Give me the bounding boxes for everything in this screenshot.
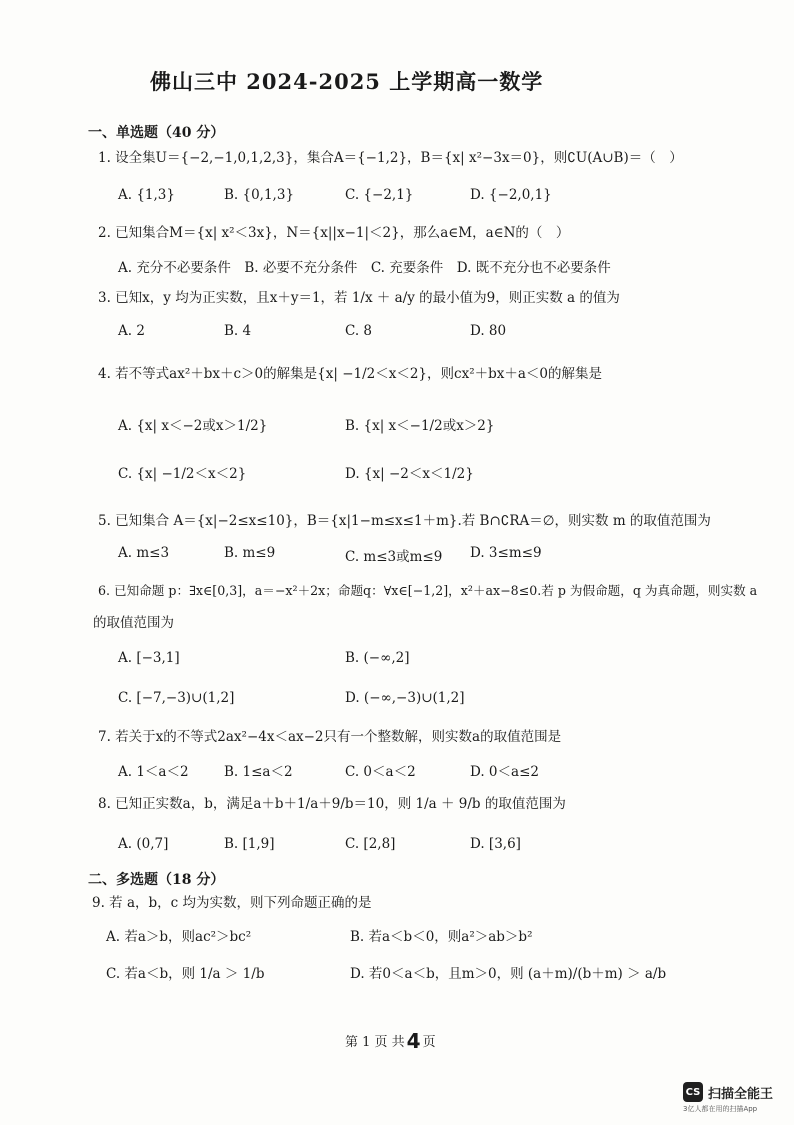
question-4-option-b: B. {x| x＜−1/2或x＞2}	[345, 418, 495, 434]
section-heading-multiple-choice: 二、多选题（18 分）	[88, 872, 225, 888]
question-9-option-a: A. 若a＞b，则ac²＞bc²	[106, 929, 252, 945]
footer-prefix: 第 1 页 共	[345, 1035, 405, 1050]
question-3-option-b: B. 4	[224, 323, 252, 339]
question-4-options-row-1	[0, 414, 794, 436]
question-3-option-a: A. 2	[118, 323, 145, 339]
question-2-option-line: A. 充分不必要条件 B. 必要不充分条件 C. 充要条件 D. 既不充分也不必要条件	[118, 260, 611, 276]
question-4-option-c: C. {x| −1/2＜x＜2}	[118, 466, 247, 482]
question-1-option-a: A. {1,3}	[118, 187, 175, 203]
watermark-tagline: 3亿人都在用的扫描App	[683, 1105, 758, 1113]
question-7-option-b: B. 1≤a＜2	[224, 764, 293, 780]
question-9-option-c: C. 若a＜b，则 1/a ＞ 1/b	[106, 966, 265, 982]
question-4-options-row-2	[0, 462, 794, 484]
question-7-option-d: D. 0＜a≤2	[470, 764, 539, 780]
question-9-options-row-2	[0, 962, 794, 984]
question-6-stem-continued: 的取值范围为	[93, 615, 174, 631]
page-footer	[345, 1027, 436, 1051]
question-1-option-c: C. {−2,1}	[345, 187, 414, 203]
question-7-option-a: A. 1＜a＜2	[118, 764, 189, 780]
question-5-option-a: A. m≤3	[118, 545, 170, 561]
question-7-stem: 7. 若关于x的不等式2ax²−4x＜ax−2只有一个整数解，则实数a的取值范围是	[98, 729, 562, 745]
question-6-option-b: B. (−∞,2]	[345, 650, 410, 666]
question-9-option-d: D. 若0＜a＜b，且m＞0，则 (a＋m)/(b＋m) ＞ a/b	[350, 966, 667, 982]
question-1-option-b: B. {0,1,3}	[224, 187, 295, 203]
question-5-options	[0, 545, 794, 567]
question-8-options	[0, 836, 794, 858]
footer-total-pages: 4	[406, 1029, 421, 1053]
question-2-options	[0, 256, 794, 278]
question-9-option-b: B. 若a＜b＜0，则a²＞ab＞b²	[350, 929, 533, 945]
watermark-app-name: 扫描全能王	[708, 1086, 774, 1102]
question-4-option-d: D. {x| −2＜x＜1/2}	[345, 466, 474, 482]
question-9-stem: 9. 若 a，b，c 均为实数，则下列命题正确的是	[92, 895, 372, 911]
question-5-option-b: B. m≤9	[224, 545, 276, 561]
question-5-option-c: C. m≤3或m≤9	[345, 549, 443, 565]
question-8-option-a: A. (0,7]	[118, 836, 169, 852]
footer-suffix: 页	[422, 1035, 436, 1050]
question-9-options-row-1	[0, 925, 794, 947]
question-7-options	[0, 760, 794, 782]
scanner-watermark	[683, 1082, 773, 1102]
question-3-option-d: D. 80	[470, 323, 507, 339]
question-3-options	[0, 323, 794, 345]
camscanner-logo-icon: CS	[683, 1082, 703, 1102]
question-1-option-d: D. {−2,0,1}	[470, 187, 552, 203]
question-6-option-a: A. [−3,1]	[118, 650, 180, 666]
section-heading-single-choice: 一、单选题（40 分）	[88, 125, 225, 141]
question-3-stem: 3. 已知x，y 均为正实数，且x＋y＝1，若 1/x ＋ a/y 的最小值为9，则正实数 a 的值为	[98, 290, 620, 306]
question-8-option-c: C. [2,8]	[345, 836, 396, 852]
question-6-option-c: C. [−7,−3)∪(1,2]	[118, 690, 235, 706]
question-1-options	[0, 187, 794, 209]
question-6-option-d: D. (−∞,−3)∪(1,2]	[345, 690, 465, 706]
question-6-options-row-2	[0, 690, 794, 712]
question-5-stem: 5. 已知集合 A＝{x|−2≤x≤10}，B＝{x|1−m≤x≤1＋m}.若 B∩∁RA＝∅，则实数 m 的取值范围为	[98, 513, 711, 529]
question-4-option-a: A. {x| x＜−2或x＞1/2}	[118, 418, 268, 434]
question-4-stem: 4. 若不等式ax²＋bx＋c＞0的解集是{x| −1/2＜x＜2}，则cx²＋bx＋a＜0的解集是	[98, 366, 603, 382]
page-title: 佛山三中 2024-2025 上学期高一数学	[150, 69, 544, 94]
question-8-option-d: D. [3,6]	[470, 836, 521, 852]
question-6-stem: 6. 已知命题 p：∃x∈[0,3]，a＝−x²＋2x；命题q：∀x∈[−1,2]，x²＋ax−8≤0.若 p 为假命题，q 为真命题，则实数 a	[98, 583, 758, 598]
question-1-stem: 1. 设全集U＝{−2,−1,0,1,2,3}，集合A＝{−1,2}，B＝{x| x²−3x＝0}，则∁U(A∪B)＝（ ）	[98, 150, 683, 166]
question-3-option-c: C. 8	[345, 323, 373, 339]
question-8-option-b: B. [1,9]	[224, 836, 275, 852]
question-7-option-c: C. 0＜a＜2	[345, 764, 416, 780]
question-5-option-d: D. 3≤m≤9	[470, 545, 542, 561]
question-2-stem: 2. 已知集合M＝{x| x²＜3x}，N＝{x||x−1|＜2}，那么a∈M，a∈N的（ ）	[98, 225, 570, 241]
question-6-options-row-1	[0, 650, 794, 672]
question-8-stem: 8. 已知正实数a，b，满足a＋b＋1/a＋9/b＝10，则 1/a ＋ 9/b 的取值范围为	[98, 796, 566, 812]
